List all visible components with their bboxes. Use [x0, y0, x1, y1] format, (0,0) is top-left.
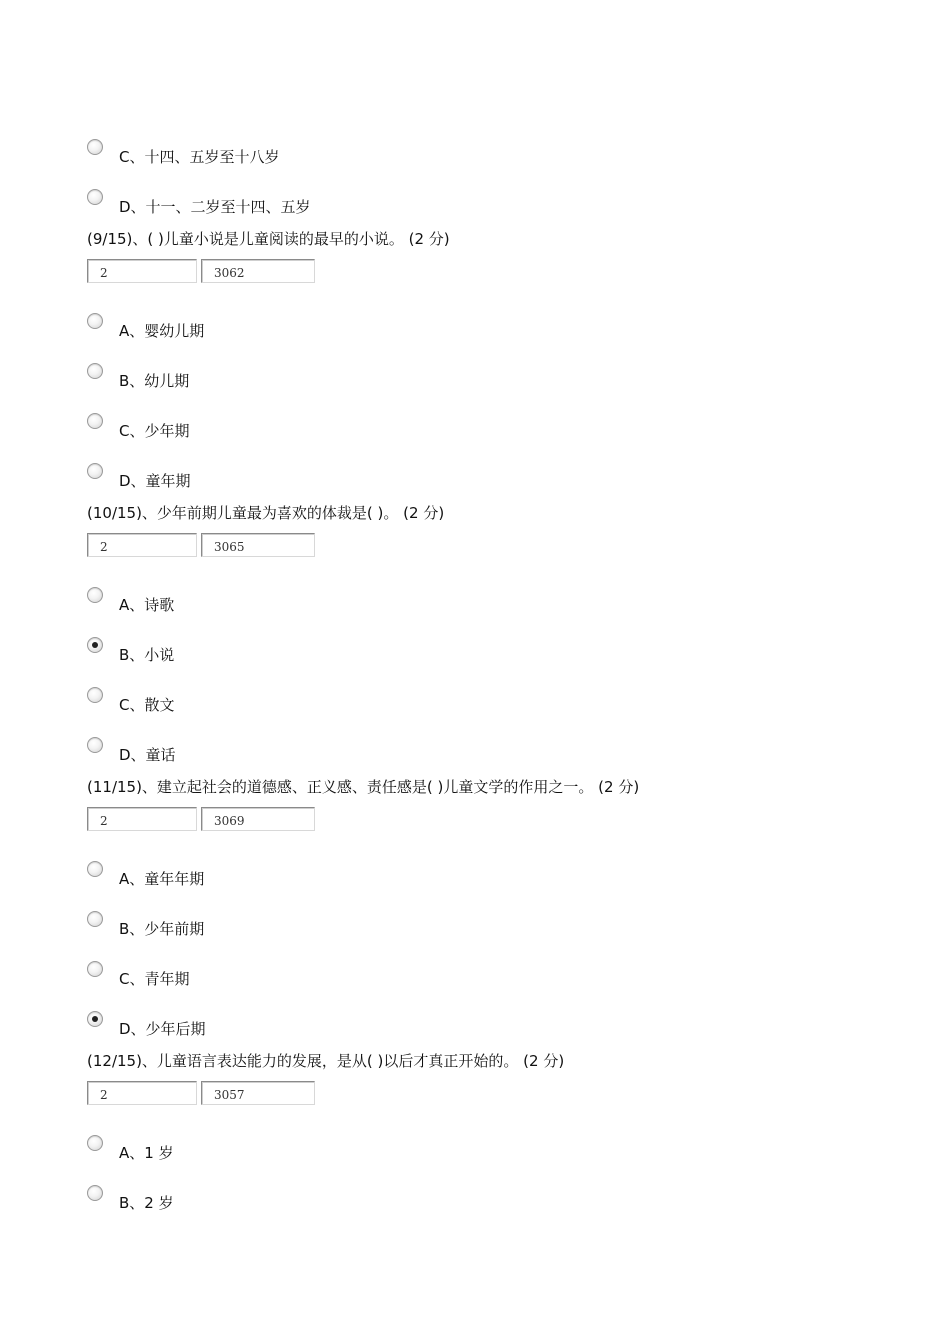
option-label: D、少年后期	[119, 1020, 206, 1038]
radio-button-icon[interactable]	[87, 313, 103, 329]
option-label: B、2 岁	[119, 1194, 174, 1212]
radio-button-icon[interactable]	[87, 1185, 103, 1201]
radio-button-selected-icon[interactable]	[87, 637, 103, 653]
question-10-fields	[87, 533, 317, 561]
option-label: C、十四、五岁至十八岁	[119, 148, 280, 166]
option-label: A、童年年期	[119, 870, 205, 888]
score-field[interactable]	[87, 259, 197, 283]
score-field[interactable]	[87, 1081, 197, 1105]
radio-button-icon[interactable]	[87, 687, 103, 703]
question-id-field[interactable]	[201, 807, 315, 831]
option-label: C、散文	[119, 696, 175, 714]
score-field[interactable]	[87, 807, 197, 831]
question-12-text: (12/15)、儿童语言表达能力的发展，是从( )以后才真正开始的。 (2 分)	[87, 1052, 565, 1070]
radio-button-icon[interactable]	[87, 587, 103, 603]
radio-button-icon[interactable]	[87, 139, 103, 155]
option-label: B、少年前期	[119, 920, 205, 938]
option-label: A、诗歌	[119, 596, 175, 614]
option-label: C、青年期	[119, 970, 190, 988]
radio-button-icon[interactable]	[87, 363, 103, 379]
question-id-field[interactable]	[201, 259, 315, 283]
radio-button-icon[interactable]	[87, 911, 103, 927]
question-9-fields	[87, 259, 317, 287]
radio-button-icon[interactable]	[87, 413, 103, 429]
question-9-text: (9/15)、( )儿童小说是儿童阅读的最早的小说。 (2 分)	[87, 230, 450, 248]
question-11-text: (11/15)、建立起社会的道德感、正义感、责任感是( )儿童文学的作用之一。 (2 分)	[87, 778, 640, 796]
radio-button-icon[interactable]	[87, 737, 103, 753]
radio-button-selected-icon[interactable]	[87, 1011, 103, 1027]
question-12-fields	[87, 1081, 317, 1109]
radio-button-icon[interactable]	[87, 463, 103, 479]
option-label: D、童年期	[119, 472, 191, 490]
question-11-fields	[87, 807, 317, 835]
question-id-field[interactable]	[201, 533, 315, 557]
radio-button-icon[interactable]	[87, 961, 103, 977]
score-field[interactable]	[87, 533, 197, 557]
option-label: D、童话	[119, 746, 176, 764]
question-id-field[interactable]	[201, 1081, 315, 1105]
option-label: B、幼儿期	[119, 372, 190, 390]
option-label: A、婴幼儿期	[119, 322, 205, 340]
option-label: B、小说	[119, 646, 175, 664]
question-10-text: (10/15)、少年前期儿童最为喜欢的体裁是( )。 (2 分)	[87, 504, 445, 522]
radio-button-icon[interactable]	[87, 861, 103, 877]
option-label: C、少年期	[119, 422, 190, 440]
option-label: D、十一、二岁至十四、五岁	[119, 198, 311, 216]
option-label: A、1 岁	[119, 1144, 174, 1162]
radio-button-icon[interactable]	[87, 189, 103, 205]
radio-button-icon[interactable]	[87, 1135, 103, 1151]
